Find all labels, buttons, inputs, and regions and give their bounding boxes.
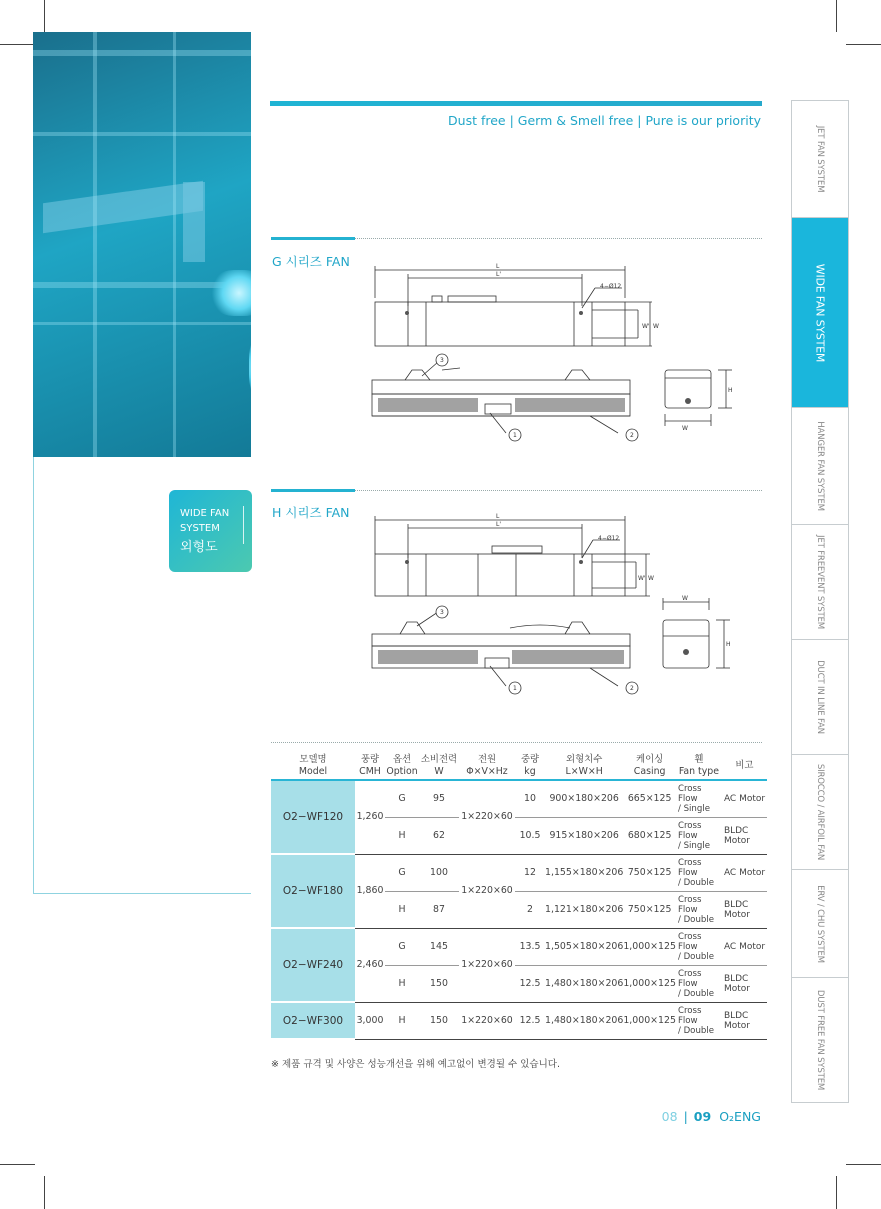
footnote: ※ 제품 규격 및 사양은 성능개선을 위해 예고없이 변경될 수 있습니다.: [271, 1059, 560, 1070]
cell-text: 중량: [520, 753, 540, 765]
col-header: [459, 752, 515, 780]
cell-text: 휀: [694, 753, 704, 765]
cell-text: / Double: [677, 951, 715, 962]
table-cell: H: [385, 1002, 419, 1039]
table-cell: 680×125: [623, 817, 676, 854]
col-header: [676, 752, 722, 780]
dim-L1: L': [496, 521, 501, 528]
table-cell: [722, 928, 767, 965]
badge-line-3: 외형도: [180, 540, 218, 555]
side-navigation: [791, 100, 849, 1103]
cell-text: W: [434, 765, 444, 777]
section-divider: [355, 238, 762, 239]
cell-text: Fan type: [678, 765, 719, 777]
cell-text: 비고: [735, 759, 754, 771]
nav-item-sirocco[interactable]: SIROCCO / AIRFOIL FAN: [792, 755, 848, 870]
dim-W1: W': [638, 575, 646, 582]
table-cell: 1,505×180×206: [545, 928, 623, 965]
table-cell: 900×180×206: [549, 792, 619, 804]
table-cell: 1×220×60: [461, 811, 513, 823]
cell-text: CMH: [359, 765, 381, 777]
h-series-drawing: [360, 510, 750, 700]
model-cell: O2−WF180: [271, 854, 355, 928]
table-cell: [676, 817, 722, 854]
cell-text: / Double: [677, 914, 715, 925]
cell-text: AC Motor: [723, 793, 766, 804]
table-header-row: [271, 752, 767, 780]
cell-text: Cross Flow: [677, 931, 702, 952]
cell-text: Motor: [723, 835, 750, 846]
dim-L: L: [496, 263, 500, 270]
brand-logo: O₂ENG: [719, 1109, 761, 1124]
dim-W-side: W: [682, 425, 688, 432]
dim-H: H: [728, 387, 733, 394]
table-cell: 2,460: [355, 928, 385, 1002]
table-row: [271, 1002, 767, 1039]
table-cell: 1×220×60: [459, 1002, 515, 1039]
table-cell: 10: [524, 792, 536, 804]
cell-text: BLDC: [723, 1010, 749, 1021]
col-header: [545, 752, 623, 780]
cell-text: / Single: [677, 803, 710, 814]
cell-text: AC Motor: [723, 867, 766, 878]
ceiling-photo: [33, 32, 251, 457]
table-cell: 1,000×125: [623, 1002, 676, 1039]
table-cell: [722, 891, 767, 928]
cell-text: Casing: [633, 765, 666, 777]
table-cell: 3,000: [355, 1002, 385, 1039]
table-cell: 1,121×180×206: [545, 891, 623, 928]
g-series-drawing: [360, 258, 750, 448]
table-row: [271, 780, 767, 817]
callout-1: 1: [513, 685, 517, 692]
callout-3: 3: [440, 357, 444, 364]
col-header: [419, 752, 459, 780]
model-cell: O2−WF120: [271, 780, 355, 854]
tagline: Dust free | Germ & Smell free | Pure is our priority: [448, 113, 761, 128]
spec-table: [271, 752, 767, 1040]
col-header: [271, 752, 355, 780]
cell-text: BLDC: [723, 973, 749, 984]
section-divider: [355, 490, 762, 491]
crop-mark: [836, 1176, 837, 1209]
table-cell: 150: [419, 1002, 459, 1039]
table-cell: 100: [419, 854, 459, 891]
cell-text: Motor: [723, 1020, 750, 1031]
cell-text: Cross Flow: [677, 1005, 702, 1026]
dim-W: W: [653, 323, 659, 330]
cell-text: 풍량: [360, 753, 380, 765]
cell-text: 소비전력: [420, 753, 458, 765]
frame-line: [33, 457, 34, 894]
badge-line-2: SYSTEM: [180, 523, 220, 534]
cell-text: / Double: [677, 988, 715, 999]
nav-item-jet-freevent[interactable]: JET FREEVENT SYSTEM: [792, 525, 848, 640]
crop-mark: [836, 0, 837, 32]
table-cell: [676, 854, 722, 891]
cell-text: 전원: [477, 753, 497, 765]
table-cell: 915×180×206: [545, 817, 623, 854]
dim-L: L: [496, 513, 500, 520]
table-cell: 13.5: [515, 928, 545, 965]
section-title-h: H 시리즈 FAN: [272, 505, 350, 520]
table-cell: H: [385, 965, 419, 1002]
table-cell: 12: [515, 854, 545, 891]
table-cell: 1,480×180×206: [545, 1002, 623, 1039]
cell-text: Motor: [723, 983, 750, 994]
cell-text: 옵션: [392, 753, 412, 765]
cell-text: / Double: [677, 877, 715, 888]
table-row: [271, 928, 767, 965]
table-cell: G: [385, 854, 419, 891]
dim-L1: L': [496, 271, 501, 278]
callout-2: 2: [630, 685, 634, 692]
section-title-g: G 시리즈 FAN: [272, 254, 350, 269]
dim-W-side: W: [682, 595, 688, 602]
table-cell: [676, 891, 722, 928]
cell-text: 외형치수: [566, 753, 603, 765]
col-header: [722, 752, 767, 780]
model-cell: O2−WF240: [271, 928, 355, 1002]
callout-1: 1: [513, 432, 517, 439]
crop-mark: [846, 44, 881, 45]
table-cell: [722, 817, 767, 854]
table-cell: 1,260: [356, 811, 384, 823]
dim-hole: 4−Ø12: [600, 283, 622, 290]
cell-text: / Single: [677, 840, 710, 851]
cell-text: 케이싱: [636, 753, 664, 765]
nav-item-erv[interactable]: ERV / CHU SYSTEM: [792, 870, 848, 978]
table-cell: 665×125: [627, 792, 672, 804]
table-cell: 1,860: [355, 854, 385, 928]
nav-item-duct-inline[interactable]: DUCT IN LINE FAN: [792, 640, 848, 755]
table-cell: [722, 1002, 767, 1039]
cell-text: Cross Flow: [677, 783, 702, 804]
cell-text: kg: [524, 765, 536, 777]
section-badge: [169, 490, 252, 572]
section-bar: [271, 237, 355, 240]
table-cell: [676, 965, 722, 1002]
table-cell: [676, 780, 722, 817]
cell-text: Cross Flow: [677, 968, 702, 989]
table-cell: 62: [419, 817, 459, 854]
cell-text: / Double: [677, 1025, 715, 1036]
cell-text: BLDC: [723, 825, 749, 836]
table-cell: 12.5: [515, 1002, 545, 1039]
section-divider: [271, 742, 762, 743]
cell-text: Φ×V×Hz: [466, 765, 508, 777]
cell-text: AC Motor: [723, 941, 766, 952]
table-cell: 750×125: [623, 891, 676, 928]
table-cell: 1,000×125: [623, 928, 676, 965]
table-cell: 1,155×180×206: [545, 854, 623, 891]
badge-line-1: WIDE FAN: [180, 508, 230, 519]
table-cell: G: [398, 792, 406, 804]
section-bar: [271, 489, 355, 492]
col-header: [385, 752, 419, 780]
table-cell: 10.5: [515, 817, 545, 854]
dim-W1: W': [642, 323, 650, 330]
table-cell: [722, 965, 767, 1002]
nav-item-hanger-fan[interactable]: HANGER FAN SYSTEM: [792, 408, 848, 525]
table-cell: 12.5: [515, 965, 545, 1002]
cell-text: Cross Flow: [677, 894, 702, 915]
cell-text: Cross Flow: [677, 820, 702, 841]
dim-hole: 4−Ø12: [598, 535, 620, 542]
callout-2: 2: [630, 432, 634, 439]
table-cell: [676, 928, 722, 965]
table-cell: H: [385, 817, 419, 854]
table-cell: [722, 854, 767, 891]
cell-text: L×W×H: [565, 765, 603, 777]
crop-mark: [0, 1164, 35, 1165]
table-cell: 1,000×125: [623, 965, 676, 1002]
cell-text: 모델명: [299, 753, 327, 765]
crop-mark: [0, 44, 35, 45]
table-cell: 2: [515, 891, 545, 928]
crop-mark: [44, 0, 45, 32]
table-cell: 145: [419, 928, 459, 965]
table-cell: [722, 780, 767, 817]
nav-item-jet-fan[interactable]: JET FAN SYSTEM: [792, 101, 848, 218]
cell-text: Motor: [723, 909, 750, 920]
cell-text: BLDC: [723, 899, 749, 910]
col-header: [623, 752, 676, 780]
dim-W: W: [648, 575, 654, 582]
crop-mark: [846, 1164, 881, 1165]
table-cell: H: [385, 891, 419, 928]
table-cell: G: [385, 928, 419, 965]
table-cell: 150: [419, 965, 459, 1002]
page-number: 08 | 09 O₂ENG: [661, 1109, 761, 1124]
cell-text: Model: [298, 765, 328, 777]
table-cell: 1×220×60: [459, 928, 515, 1002]
table-cell: 95: [433, 792, 445, 804]
dim-H: H: [726, 641, 731, 648]
nav-item-wide-fan[interactable]: WIDE FAN SYSTEM: [792, 218, 848, 408]
nav-item-dust-free[interactable]: DUST FREE FAN SYSTEM: [815, 989, 825, 1091]
model-cell: O2−WF300: [271, 1002, 355, 1039]
col-header: [515, 752, 545, 780]
table-cell: 87: [419, 891, 459, 928]
cell-text: Option: [386, 765, 418, 777]
header-bar: [270, 101, 762, 106]
table-cell: 1×220×60: [459, 854, 515, 928]
cell-text: Cross Flow: [677, 857, 702, 878]
col-header: [355, 752, 385, 780]
frame-line: [33, 893, 251, 894]
callout-3: 3: [440, 609, 444, 616]
table-row: [271, 854, 767, 891]
table-cell: [676, 1002, 722, 1039]
crop-mark: [44, 1176, 45, 1209]
table-cell: 1,480×180×206: [545, 965, 623, 1002]
table-cell: 750×125: [623, 854, 676, 891]
